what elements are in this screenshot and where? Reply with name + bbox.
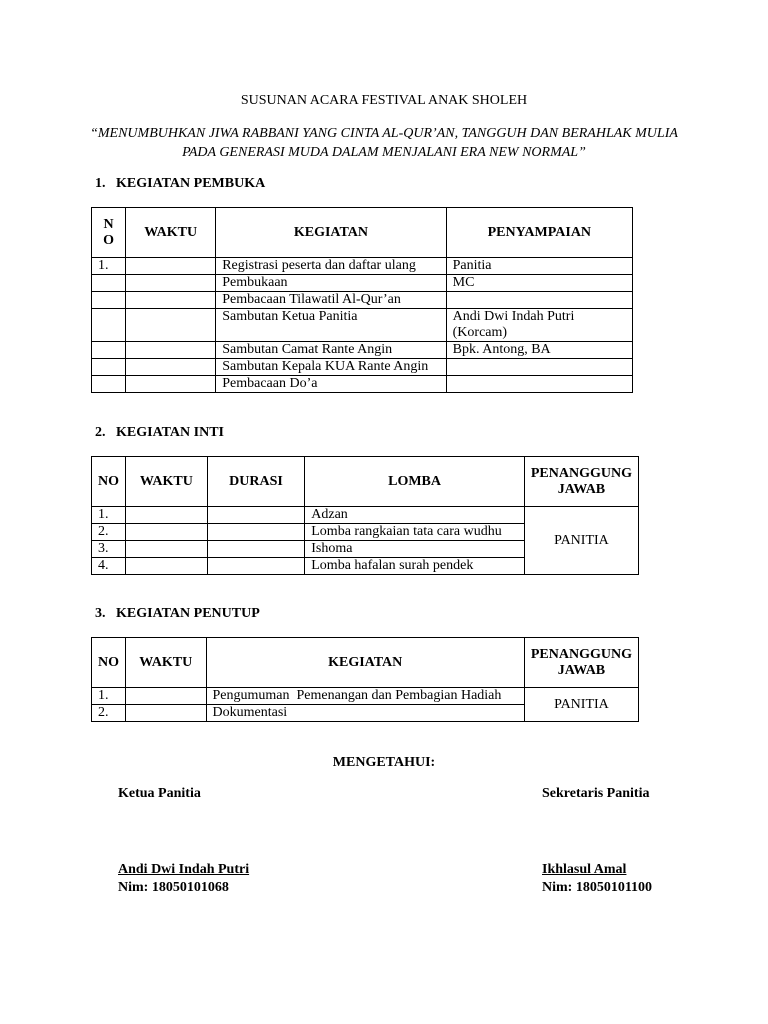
table-row: Sambutan Ketua Panitia Andi Dwi Indah Putri (Korcam) (92, 309, 633, 342)
left-signatory-nim: Nim: 18050101068 (118, 880, 229, 895)
header-penyampaian: PENYAMPAIAN (446, 208, 632, 258)
section-1-heading: 1. KEGIATAN PEMBUKA (95, 176, 266, 191)
document-title: SUSUNAN ACARA FESTIVAL ANAK SHOLEH (240, 93, 528, 108)
header-lomba: LOMBA (305, 457, 525, 507)
header-penanggung-jawab: PENANGGUNG JAWAB (524, 638, 638, 688)
table-row: 3. Ishoma (92, 541, 639, 558)
table-header-row (92, 638, 639, 688)
header-no: N O (92, 208, 126, 258)
table-row: Pembacaan Tilawatil Al-Qur’an (92, 292, 633, 309)
right-signatory-name: Ikhlasul Amal (542, 862, 627, 877)
section-2-heading: 2. KEGIATAN INTI (95, 425, 225, 440)
motto-line-2: PADA GENERASI MUDA DALAM MENJALANI ERA NEW NORMAL” (182, 145, 586, 160)
mengetahui-label: MENGETAHUI: (332, 755, 436, 770)
table-row: Sambutan Camat Rante Angin Bpk. Antong, BA (92, 342, 633, 359)
main-competition-table (91, 456, 639, 575)
header-waktu: WAKTU (126, 457, 208, 507)
right-signatory-nim: Nim: 18050101100 (542, 880, 653, 895)
table-row: Sambutan Kepala KUA Rante Angin (92, 359, 633, 376)
right-signatory-role: Sekretaris Panitia (542, 786, 650, 801)
table-row: 1. Registrasi peserta dan daftar ulang Panitia (92, 258, 633, 275)
header-no: NO (92, 457, 126, 507)
motto-line-1: “MENUMBUHKAN JIWA RABBANI YANG CINTA AL-QUR’AN, TANGGUH DAN BERAHLAK MULIA (90, 126, 678, 141)
table-row: 1. Adzan PANITIA (92, 507, 639, 524)
penanggung-jawab-cell: PANITIA (524, 507, 638, 575)
table-header-row (92, 208, 633, 258)
header-penanggung-jawab: PENANGGUNG JAWAB (524, 457, 638, 507)
header-waktu: WAKTU (126, 208, 216, 258)
header-kegiatan: KEGIATAN (206, 638, 524, 688)
header-waktu: WAKTU (126, 638, 207, 688)
header-kegiatan: KEGIATAN (216, 208, 446, 258)
section-3-heading: 3. KEGIATAN PENUTUP (95, 606, 260, 621)
table-row: 2. Dokumentasi (92, 705, 639, 722)
document-motto (60, 124, 708, 162)
header-durasi: DURASI (207, 457, 305, 507)
table-row: 2. Lomba rangkaian tata cara wudhu (92, 524, 639, 541)
table-row: 1. Pengumuman Pemenangan dan Pembagian Hadiah PANITIA (92, 688, 639, 705)
penanggung-jawab-cell: PANITIA (524, 688, 638, 722)
header-no: NO (92, 638, 126, 688)
table-row: Pembukaan MC (92, 275, 633, 292)
table-header-row (92, 457, 639, 507)
opening-schedule-table (91, 207, 633, 393)
table-row: 4. Lomba hafalan surah pendek (92, 558, 639, 575)
table-row: Pembacaan Do’a (92, 376, 633, 393)
left-signatory-role: Ketua Panitia (118, 786, 201, 801)
left-signatory-name: Andi Dwi Indah Putri (118, 862, 250, 877)
closing-schedule-table (91, 637, 639, 722)
